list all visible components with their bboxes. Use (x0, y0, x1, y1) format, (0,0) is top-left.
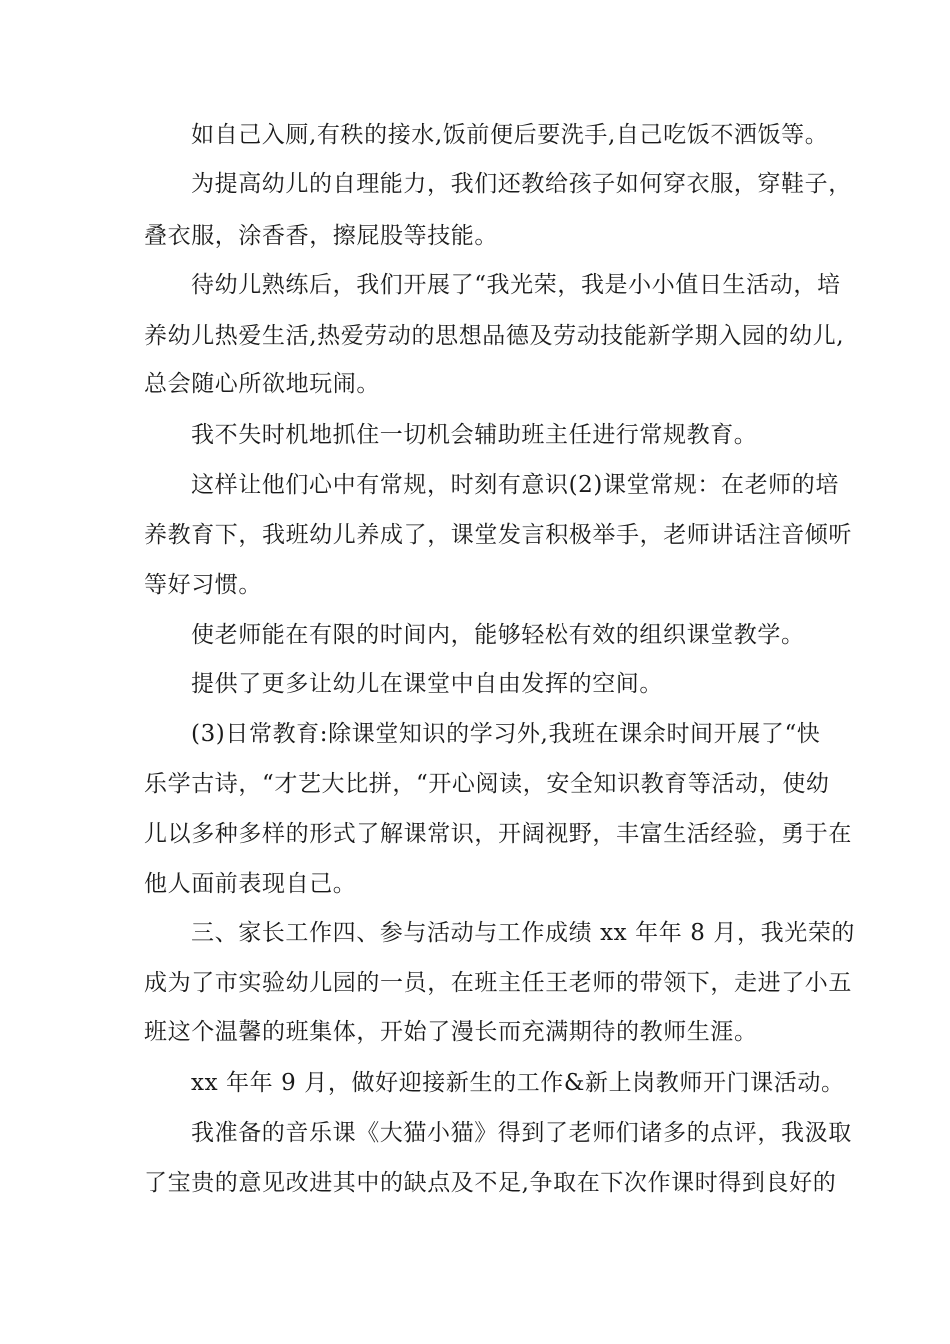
text-line: 我准备的音乐课《大猫小猫》得到了老师们诸多的点评，我汲取 (191, 1120, 852, 1146)
text-line: 提供了更多让幼儿在课堂中自由发挥的空间。 (191, 671, 663, 697)
text-line: 班这个温馨的班集体，开始了漫长而充满期待的教师生涯。 (144, 1019, 758, 1045)
text-line: 我不失时机地抓住一切机会辅助班主任进行常规教育。 (191, 422, 758, 448)
text-line: (3)日常教育:除课堂知识的学习外,我班在课余时间开展了“快 (191, 721, 821, 747)
text-line: 使老师能在有限的时间内，能够轻松有效的组织课堂教学。 (191, 622, 805, 648)
text-line: 他人面前表现自己。 (144, 871, 357, 897)
text-line: 这样让他们心中有常规，时刻有意识(2)课堂常规：在老师的培 (191, 472, 839, 498)
text-line: 成为了市实验幼儿园的一员，在班主任王老师的带领下，走进了小五 (144, 970, 852, 996)
text-line: 如自己入厕,有秩的接水,饭前便后要洗手,自己吃饭不洒饭等。 (191, 122, 829, 148)
text-line: 叠衣服，涂香香，擦屁股等技能。 (144, 223, 498, 249)
text-line: 三、家长工作四、参与活动与工作成绩 xx 年年 8 月，我光荣的 (191, 920, 856, 946)
text-line: 了宝贵的意见改进其中的缺点及不足,争取在下次作课时得到良好的 (144, 1170, 837, 1196)
text-line: 乐学古诗，“才艺大比拼，“开心阅读，安全知识教育等活动，使幼 (144, 771, 830, 797)
text-line: 为提高幼儿的自理能力，我们还教给孩子如何穿衣服，穿鞋子， (191, 171, 852, 197)
text-line: 儿以多种多样的形式了解课常识，开阔视野，丰富生活经验，勇于在 (144, 821, 852, 847)
text-line: 待幼儿熟练后，我们开展了“我光荣，我是小小值日生活动，培 (191, 272, 841, 298)
text-line: xx 年年 9 月，做好迎接新生的工作&新上岗教师开门课活动。 (191, 1070, 845, 1096)
text-line: 养教育下，我班幼儿养成了，课堂发言积极举手，老师讲话注音倾听 (144, 522, 852, 548)
text-line: 总会随心所欲地玩闹。 (144, 371, 380, 397)
text-line: 等好习惯。 (144, 572, 262, 598)
text-line: 养幼儿热爱生活,热爱劳动的思想品德及劳动技能新学期入园的幼儿, (144, 323, 845, 349)
